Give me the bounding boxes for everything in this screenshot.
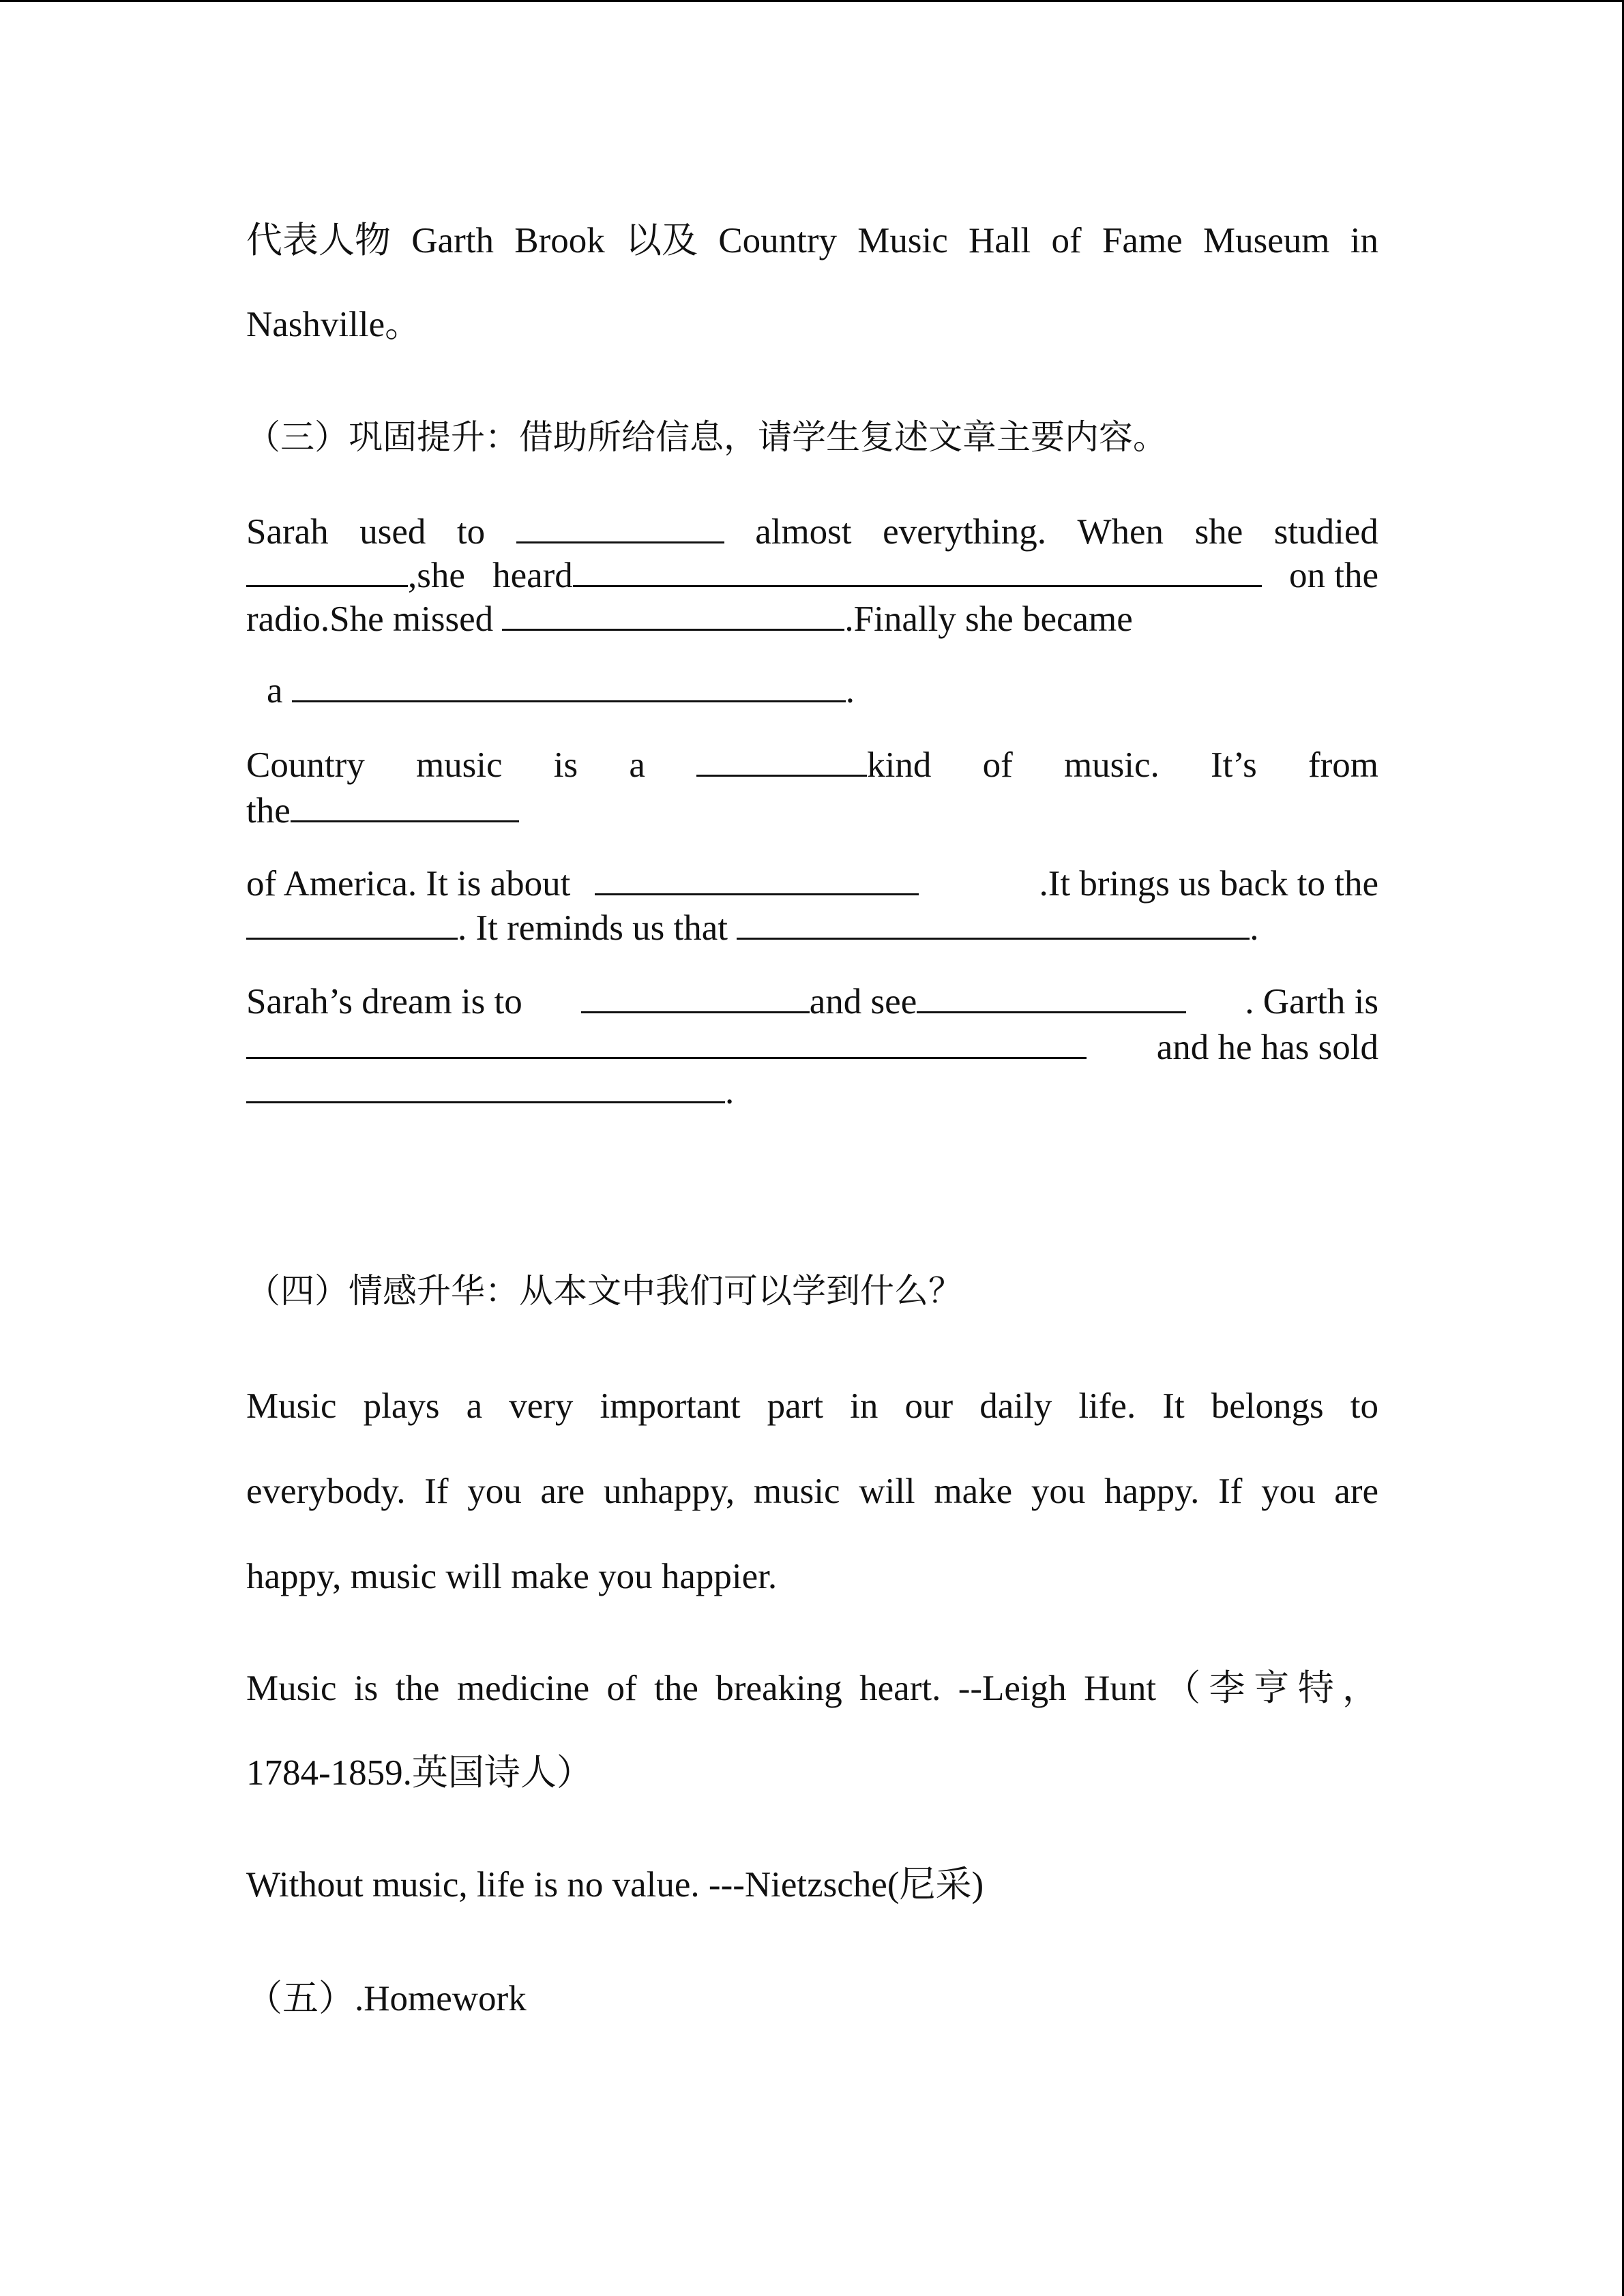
quote-1-line-1 [246,1666,1378,1711]
text: Sarah [246,512,329,552]
quote-2: Without music, life is no value. ---Nietzsche(尼采) [246,1865,984,1905]
text: to [456,512,486,552]
cloze-p4-line-2 [246,1023,1378,1070]
text: When [1077,512,1164,552]
text: of [982,745,1013,785]
blank-field[interactable] [917,977,1186,1013]
blank-field[interactable] [246,551,408,587]
text: .Finally she became [844,599,1133,639]
intro-word: Country [718,221,837,260]
section-4-heading: （四）情感升华：从本文中我们可以学到什么？ [246,1271,962,1311]
text: .It brings us back to the [1039,864,1378,904]
text: is [553,745,578,785]
blank-field[interactable] [581,977,810,1013]
para-line-2 [246,1469,1378,1514]
text: Country [246,745,365,785]
text: everything. [883,512,1046,552]
intro-line-2: Nashville。 [246,305,422,344]
cloze-p1-line-1 [246,507,1378,554]
blank-field[interactable] [595,859,919,895]
text: . Garth is [1245,982,1378,1022]
text: a [267,671,283,711]
text: the [246,791,291,831]
cloze-p2-line-1 [246,741,1378,788]
intro-word: in [1350,221,1378,260]
text: used [359,512,426,552]
para-line-3: happy, music will make you happier. [246,1557,778,1596]
blank-field[interactable] [246,1067,725,1103]
text: radio.She missed [246,599,494,639]
cloze-p4-line-3 [246,1067,1378,1114]
blank-field[interactable] [573,551,1262,587]
blank-field[interactable] [696,741,867,777]
intro-word: Music [857,221,948,260]
text: music [415,745,503,785]
intro-word: Museum [1202,221,1330,260]
text: . [1250,908,1259,948]
para-line-1 [246,1384,1378,1429]
blank-field[interactable] [292,666,846,702]
text: from [1308,745,1378,785]
text: heard [492,556,573,595]
text: a [629,745,645,785]
intro-word: Hall [969,221,1031,260]
text: . [725,1072,735,1112]
text: Sarah’s dream is to [246,982,522,1022]
text: she [1194,512,1243,552]
text: of America. It is about [246,864,571,904]
cloze-p4-line-1 [246,977,1378,1024]
cloze-p3-line-1 [246,859,1378,906]
cloze-p2-line-2 [246,786,1378,833]
blank-field[interactable] [246,904,458,940]
text: and see [809,982,917,1022]
cloze-p3-line-2 [246,904,1378,951]
intro-word: Fame [1102,221,1183,260]
text: kind [867,745,932,785]
text: music. [1063,745,1160,785]
blank-field[interactable] [291,786,519,822]
page-border-top [0,0,1624,2]
intro-word: of [1051,221,1082,260]
text: and he has sold [1156,1028,1378,1067]
cloze-p1-line-2 [246,551,1378,598]
para-text: everybody. If you are unhappy, music will make you happy. If you are [246,1472,1378,1511]
text: . It reminds us that [458,908,728,948]
text: studied [1273,512,1378,552]
intro-word: Garth [411,221,494,260]
blank-field[interactable] [246,1023,1087,1059]
blank-field[interactable] [502,595,844,631]
cloze-p1-line-4 [267,666,1399,713]
text: ,she [408,556,465,595]
text: . [845,671,855,711]
quote-1-line-2: 1784-1859.英国诗人） [246,1753,593,1793]
text: almost [755,512,852,552]
quote-text: Music is the medicine of the breaking heart. --Leigh Hunt（李亨特， [246,1669,1378,1708]
section-3-heading: （三）巩固提升：借助所给信息，请学生复述文章主要内容。 [246,417,1167,457]
text: on the [1288,556,1378,595]
blank-field[interactable] [516,507,724,543]
intro-line-1 [246,218,1378,263]
text: It’s [1211,745,1257,785]
blank-field[interactable] [737,904,1250,940]
section-5-heading: （五）.Homework [246,1979,527,2018]
cloze-p1-line-3 [246,595,1378,642]
intro-word: 以及 [625,221,698,260]
intro-word: 代表人物 [246,221,391,260]
para-text: Music plays a very important part in our daily life. It belongs to [246,1386,1378,1426]
intro-word: Brook [514,221,605,260]
